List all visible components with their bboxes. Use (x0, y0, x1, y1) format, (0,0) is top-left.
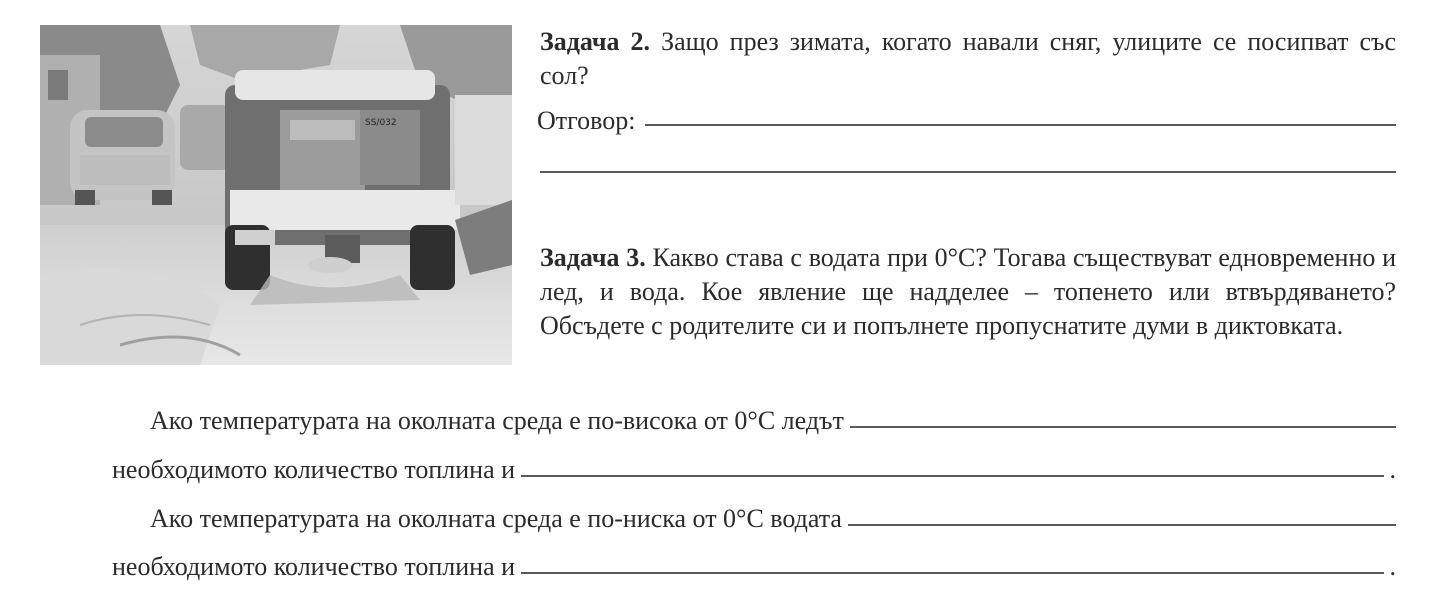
snow-plow-photo (40, 25, 512, 365)
task-3-text: Какво става с водата при 0°C? Тогава съществуват едновременно и лед, и вода. Кое явление ще надделее – топенето или втвърдяването? Обсъдете с родителите си и попълнете пропуснатите думи в диктовката. (540, 243, 1396, 340)
dictation-row-1 (150, 404, 1396, 438)
dictation-text-4: необходимото количество топлина и (112, 552, 516, 581)
dictation-period-1: . (1389, 455, 1396, 484)
snow-plow-illustration (40, 25, 512, 365)
answer-label: Отговор: (537, 106, 636, 135)
dictation-row-4 (112, 550, 1396, 584)
task-3 (540, 241, 1396, 343)
task-3-title: Задача 3. (540, 243, 646, 272)
dictation-blank-3[interactable] (848, 524, 1396, 526)
answer-blank-line-1[interactable] (645, 124, 1396, 126)
dictation-row-2 (112, 453, 1396, 487)
task-2-text: Защо през зимата, когато навали сняг, улиците се посипват със сол? (540, 27, 1397, 90)
answer-blank-line-2[interactable] (540, 171, 1396, 173)
dictation-text-2: необходимото количество топлина и (112, 455, 516, 484)
task-2-answer (537, 104, 1396, 138)
hopper-label: SS/032 (365, 118, 397, 128)
dictation-blank-1[interactable] (850, 426, 1396, 428)
dictation-row-3 (150, 502, 1396, 536)
dictation-blank-2[interactable] (521, 475, 1383, 477)
dictation-text-1: Ако температурата на околната среда е по-висока от 0°C ледът (150, 406, 844, 435)
task-2-title: Задача 2. (540, 27, 651, 56)
dictation-blank-4[interactable] (521, 572, 1383, 574)
task-2 (540, 25, 1396, 93)
dictation-text-3: Ако температурата на околната среда е по-ниска от 0°C водата (150, 504, 842, 533)
dictation-period-2: . (1389, 552, 1396, 581)
